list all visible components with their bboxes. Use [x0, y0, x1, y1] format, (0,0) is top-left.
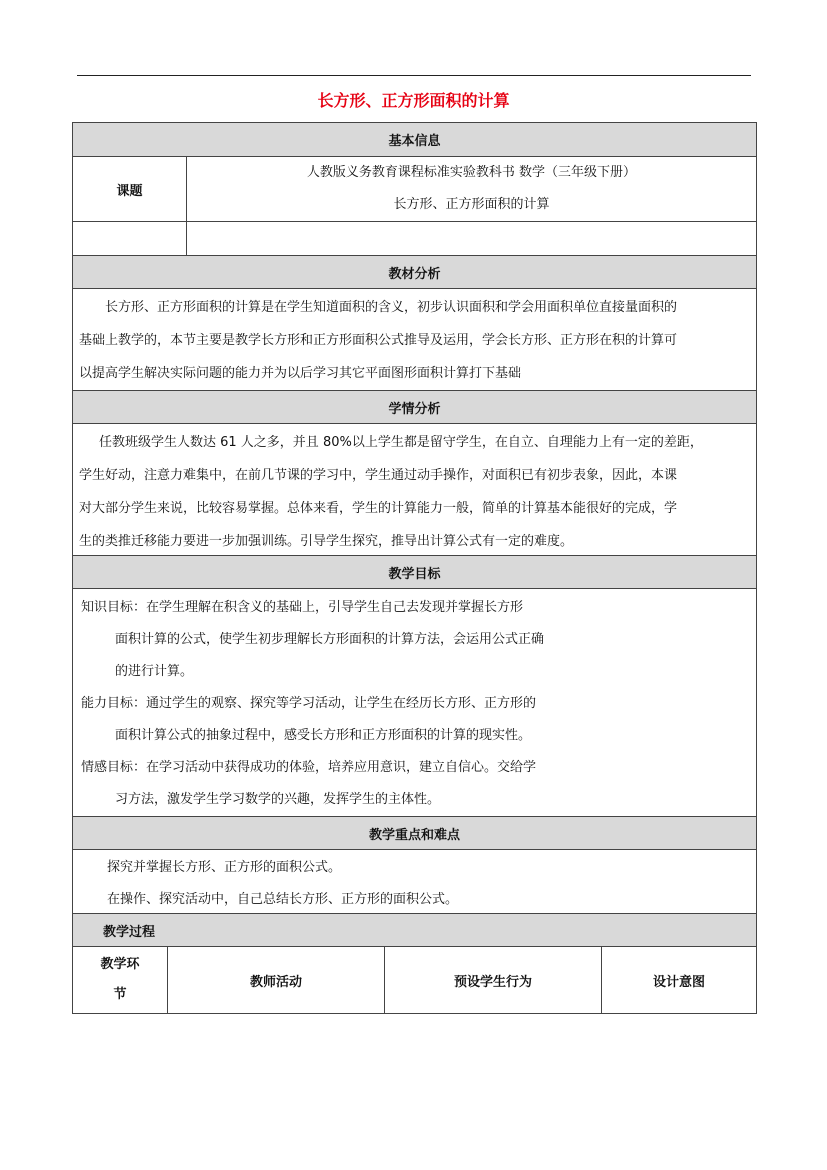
key-points-body — [72, 850, 757, 914]
col-teacher-activity: 教师活动 — [168, 947, 385, 1013]
knowledge-goal-line: 知识目标：在学生理解在积含义的基础上，引导学生自己去发现并掌握长方形 — [81, 600, 524, 615]
student-analysis-header-text: 学情分析 — [388, 401, 441, 417]
student-analysis-body — [72, 424, 757, 556]
ability-goal-line: 能力目标：通过学生的观察、探究等学习活动，让学生在经历长方形、正方形的 — [81, 696, 537, 711]
teaching-goals-header — [72, 556, 757, 589]
topic-line-2: 长方形、正方形面积的计算 — [393, 197, 550, 212]
ability-goal-line: 面积计算公式的抽象过程中，感受长方形和正方形面积的计算的现实性。 — [115, 728, 532, 743]
student-line: 学生好动，注意力难集中，在前几节课的学习中，学生通过动手操作，对面积已有初步表象，因此，本课 — [79, 468, 678, 483]
student-line: 对大部分学生来说，比较容易掌握。总体来看，学生的计算能力一般，简单的计算基本能很好的完成，学 — [79, 501, 678, 516]
lesson-plan-table — [72, 122, 757, 1014]
col-teaching-stage — [73, 947, 168, 1013]
teaching-process-header — [72, 914, 757, 947]
topic-label: 课题 — [73, 157, 187, 221]
empty-cell-right — [187, 222, 756, 255]
key-points-header-text: 教学重点和难点 — [368, 827, 460, 843]
material-analysis-header — [72, 256, 757, 289]
material-line: 基础上教学的，本节主要是教学长方形和正方形面积公式推导及运用，学会长方形、正方形在积的计算可 — [79, 333, 678, 348]
key-points-header — [72, 817, 757, 850]
material-line: 长方形、正方形面积的计算是在学生知道面积的含义，初步认识面积和学会用面积单位直接量面积的 — [105, 300, 678, 315]
empty-row — [72, 222, 757, 256]
teaching-process-columns — [72, 947, 757, 1014]
material-analysis-body — [72, 289, 757, 391]
teaching-goals-header-text: 教学目标 — [388, 566, 441, 582]
student-analysis-header — [72, 391, 757, 424]
material-line: 以提高学生解决实际问题的能力并为以后学习其它平面图形面积计算打下基础 — [79, 366, 522, 381]
empty-cell-left — [73, 222, 187, 255]
teaching-goals-body — [72, 589, 757, 817]
header-rule — [77, 75, 751, 76]
basic-info-header — [72, 122, 757, 157]
teaching-process-header-text: 教学过程 — [103, 924, 156, 940]
key-point-line: 探究并掌握长方形、正方形的面积公式。 — [107, 860, 342, 875]
topic-line-1: 人教版义务教育课程标准实验教科书 数学（三年级下册） — [306, 165, 637, 180]
student-line: 任教班级学生人数达 61 人之多，并且 80%以上学生都是留守学生，在自立、自理能力上有一定的差距， — [99, 435, 703, 450]
key-point-line: 在操作、探究活动中，自己总结长方形、正方形的面积公式。 — [107, 892, 459, 907]
emotion-goal-line: 情感目标：在学习活动中获得成功的体验，培养应用意识，建立自信心。交给学 — [81, 760, 537, 775]
knowledge-goal-line: 的进行计算。 — [115, 664, 194, 679]
topic-value — [187, 157, 756, 221]
col-student-behavior: 预设学生行为 — [385, 947, 602, 1013]
material-analysis-header-text: 教材分析 — [388, 266, 441, 282]
col-teaching-stage-line-1: 教学环 — [100, 957, 140, 972]
col-teaching-stage-line-2: 节 — [113, 987, 127, 1002]
basic-info-header-text: 基本信息 — [388, 134, 441, 149]
knowledge-goal-line: 面积计算的公式，使学生初步理解长方形面积的计算方法，会运用公式正确 — [115, 632, 545, 647]
document-title: 长方形、正方形面积的计算 — [317, 91, 510, 110]
col-design-intent: 设计意图 — [652, 974, 705, 990]
student-line: 生的类推迁移能力要进一步加强训练。引导学生探究，推导出计算公式有一定的难度。 — [79, 534, 574, 549]
emotion-goal-line: 习方法，激发学生学习数学的兴趣，发挥学生的主体性。 — [115, 792, 441, 807]
topic-row — [72, 157, 757, 222]
